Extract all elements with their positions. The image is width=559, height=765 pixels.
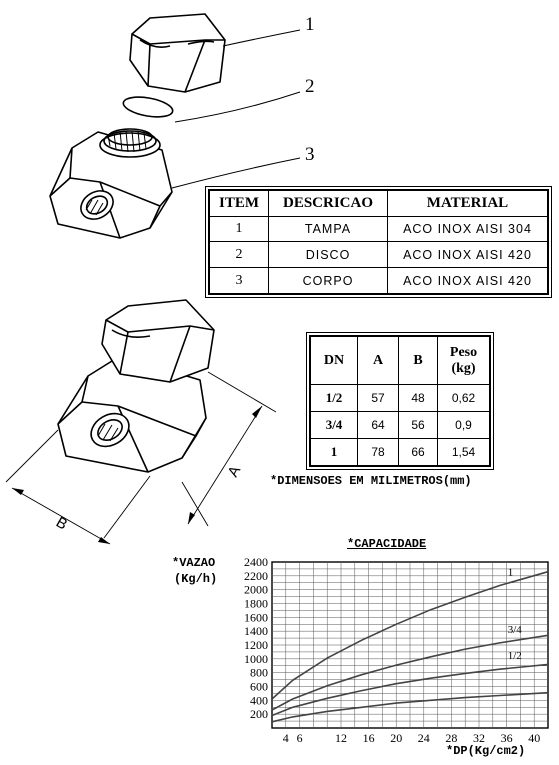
y-tick-label: 1200 [244,638,268,652]
table-row [310,412,490,439]
callout-3: 3 [305,144,315,165]
x-tick-label: 24 [417,731,430,745]
table-row [209,242,548,268]
descricao-cell: DISCO [269,242,388,268]
series-label: 3/4 [507,623,522,636]
peso-cell: 0,62 [438,385,491,412]
body-part [50,129,172,238]
header-peso: Peso (kg) [438,336,491,385]
b-cell: 56 [399,412,438,439]
table-row [209,216,548,242]
y-tick-label: 600 [250,679,268,694]
a-cell: 57 [358,385,399,412]
y-tick-label: 1400 [244,624,268,639]
table-row [209,268,548,294]
y-axis-unit: (Kg/h) [174,572,218,586]
material-cell: ACO INOX AISI 420 [388,242,549,268]
header-material: MATERIAL [388,190,549,216]
b-cell: 48 [399,385,438,412]
dn-cell: 3/4 [310,412,358,439]
material-cell: ACO INOX AISI 304 [388,216,549,242]
dn-cell: 1 [310,439,358,466]
y-tick-label: 2200 [244,568,268,583]
item-cell: 3 [209,268,269,294]
cap-part [130,14,225,92]
x-axis-label: *DP(Kg/cm2) [446,744,526,758]
header-descricao: DESCRICAO [269,190,388,216]
series-label: 1/2 [507,650,522,663]
table-row [310,439,490,466]
header-item: ITEM [209,190,269,216]
dim-a-label: A [224,463,245,480]
x-tick-label: 28 [445,731,458,745]
series-label: 1 [507,566,514,579]
peso-cell: 0,9 [438,412,491,439]
y-tick-label: 1800 [244,596,268,611]
peso-cell: 1,54 [438,439,491,466]
chart-title: *CAPACIDADE [347,537,427,551]
a-cell: 64 [358,412,399,439]
capacity-chart [244,555,548,745]
x-tick-label: 36 [500,731,513,745]
dn-cell: 1/2 [310,385,358,412]
dimensions-header-row [310,336,490,385]
item-cell: 1 [209,216,269,242]
a-cell: 78 [358,439,399,466]
y-tick-label: 400 [250,693,268,708]
y-tick-label: 2000 [244,582,268,597]
x-tick-label: 4 [282,731,289,745]
materials-table [208,189,549,295]
table-row [310,385,490,412]
x-tick-label: 32 [473,731,485,745]
materials-header-row [209,190,548,216]
dimensions-table [309,335,491,467]
y-tick-label: 800 [250,665,268,680]
x-tick-label: 40 [528,731,541,745]
item-cell: 2 [209,242,269,268]
y-tick-label: 1000 [244,651,268,666]
header-dn: DN [310,336,358,385]
y-axis-label: *VAZAO [172,556,216,570]
callout-2: 2 [305,76,315,97]
callout-1: 1 [305,14,315,35]
descricao-cell: CORPO [269,268,388,294]
y-tick-label: 200 [250,707,268,722]
dimensions-note: *DIMENSOES EM MILIMETROS(mm) [270,474,472,488]
material-cell: ACO INOX AISI 420 [388,268,549,294]
x-tick-label: 16 [362,731,375,745]
header-b: B [399,336,438,385]
descricao-cell: TAMPA [269,216,388,242]
b-cell: 66 [399,439,438,466]
x-tick-label: 6 [296,731,303,745]
header-a: A [358,336,399,385]
dim-b-label: B [53,513,71,534]
y-tick-label: 2400 [244,555,268,569]
y-tick-label: 1600 [244,610,268,625]
disc-part [122,94,174,120]
x-tick-label: 12 [335,731,347,745]
x-tick-label: 20 [390,731,403,745]
assembled-view [6,300,276,544]
